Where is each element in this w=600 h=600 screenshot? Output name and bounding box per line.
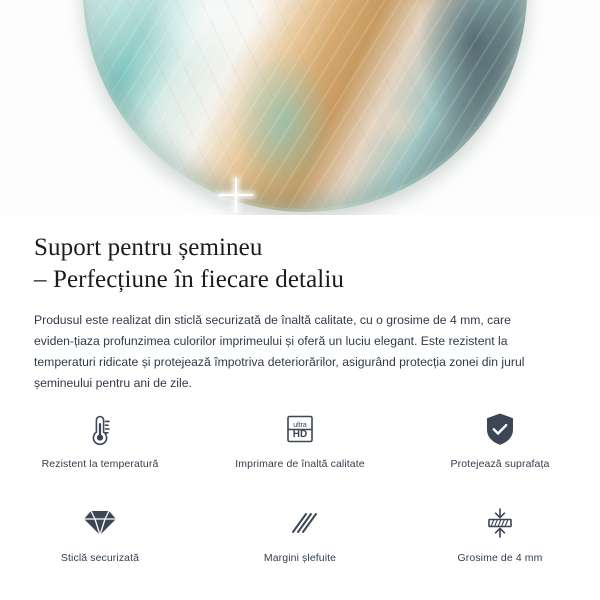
text-content: [0, 215, 600, 394]
ultra-hd-icon: [277, 408, 323, 450]
feature-item-thickness: [400, 494, 600, 580]
page-title-line-2: – Perfecțiune în fiecare detaliu: [34, 266, 344, 293]
feature-label: Margini șlefuite: [263, 552, 337, 564]
feature-label: Grosime de 4 mm: [457, 552, 543, 564]
svg-text:HD: HD: [292, 429, 308, 440]
hero-image: [0, 0, 600, 215]
feature-item-surface-protection: [400, 400, 600, 486]
feature-item-print-quality: [200, 400, 400, 486]
glass-disc-product-image: [83, 0, 527, 212]
feature-label: Sticlă securizată: [60, 552, 140, 564]
product-description-paragraph: Produsul este realizat din sticlă securizată de înaltă calitate, cu o grosime de 4 mm, care eviden-țiaza profunzimea culorilor imprimeului și oferă un luciu elegant. Este rezistent la temperaturi ridicate și protejează împotriva deteriorărilor, asigurând protecția zonei din jurul șemineului pentru ani de zile.: [34, 313, 525, 390]
thickness-4mm-icon: [477, 502, 523, 544]
feature-item-polished-edges: [200, 494, 400, 580]
thermometer-icon: [77, 408, 123, 450]
shield-check-icon: [477, 408, 523, 450]
feature-label: Imprimare de înaltă calitate: [235, 458, 365, 470]
diamond-icon: [77, 502, 123, 544]
feature-label: Protejează suprafața: [450, 458, 550, 470]
polished-edges-icon: [277, 502, 323, 544]
page-title: [0, 215, 600, 296]
feature-item-temperature: [0, 400, 200, 486]
feature-label: Rezistent la temperatură: [41, 458, 159, 470]
svg-text:ultra: ultra: [293, 422, 307, 429]
feature-item-tempered-glass: [0, 494, 200, 580]
feature-grid: [0, 400, 600, 580]
page-title-line-1: Suport pentru șemineu: [34, 234, 263, 261]
